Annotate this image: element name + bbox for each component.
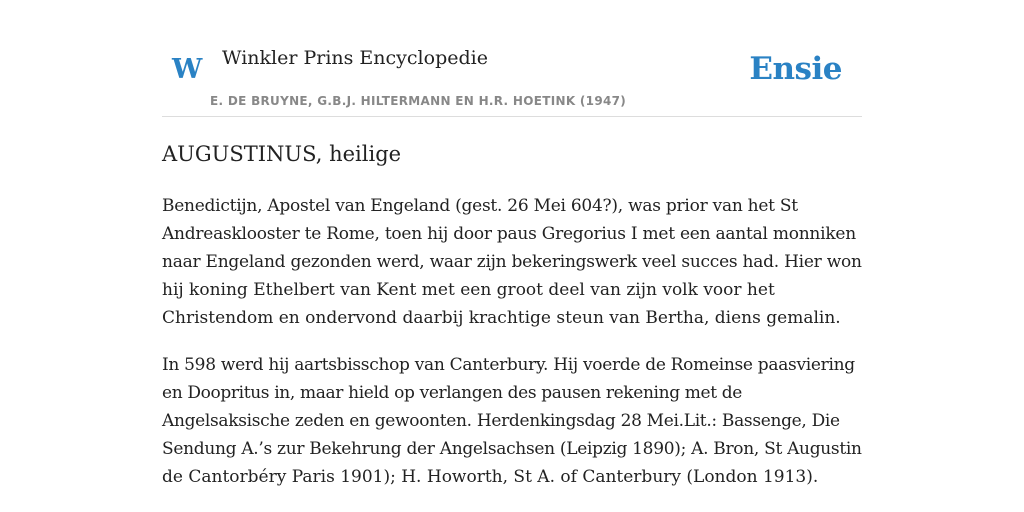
paragraph-line: en Doopritus in, maar hield op verlangen des pausen rekening met de [162, 383, 742, 403]
paragraph-line: In 598 werd hij aartsbisschop van Canterbury. Hij voerde de Romeinse paasviering [162, 355, 855, 375]
paragraph-line: Andreasklooster te Rome, toen hij door paus Gregorius I met een aantal monniken [162, 224, 856, 244]
paragraph-line: Angelsaksische zeden en gewoonten. Herdenkingsdag 28 Mei.Lit.: Bassenge, Die [162, 411, 840, 431]
paragraph-line: de Cantorbéry Paris 1901); H. Howorth, St A. of Canterbury (London 1913). [162, 467, 819, 487]
paragraph-line: Christendom en ondervond daarbij krachtige steun van Bertha, diens gemalin. [162, 308, 841, 328]
source-title[interactable]: Winkler Prins Encyclopedie [222, 47, 488, 69]
page-header [162, 0, 862, 117]
source-authors: E. DE BRUYNE, G.B.J. HILTERMANN EN H.R. HOETINK (1947) [210, 94, 627, 108]
paragraph-line: Benedictijn, Apostel van Engeland (gest. 26 Mei 604?), was prior van het St [162, 196, 798, 216]
article-paragraph-2 [162, 351, 862, 491]
ensie-logo[interactable]: Ensie [749, 51, 842, 87]
paragraph-line: naar Engeland gezonden werd, waar zijn bekeringswerk veel succes had. Hier won [162, 252, 862, 272]
winkler-prins-logo[interactable]: W [172, 54, 203, 85]
paragraph-line: Sendung A.’s zur Bekehrung der Angelsachsen (Leipzig 1890); A. Bron, St Augustin [162, 439, 862, 459]
paragraph-line: hij koning Ethelbert van Kent met een groot deel van zijn volk voor het [162, 280, 775, 300]
article-paragraph-1 [162, 192, 862, 332]
article [162, 138, 862, 487]
article-title: AUGUSTINUS, heilige [162, 142, 402, 166]
